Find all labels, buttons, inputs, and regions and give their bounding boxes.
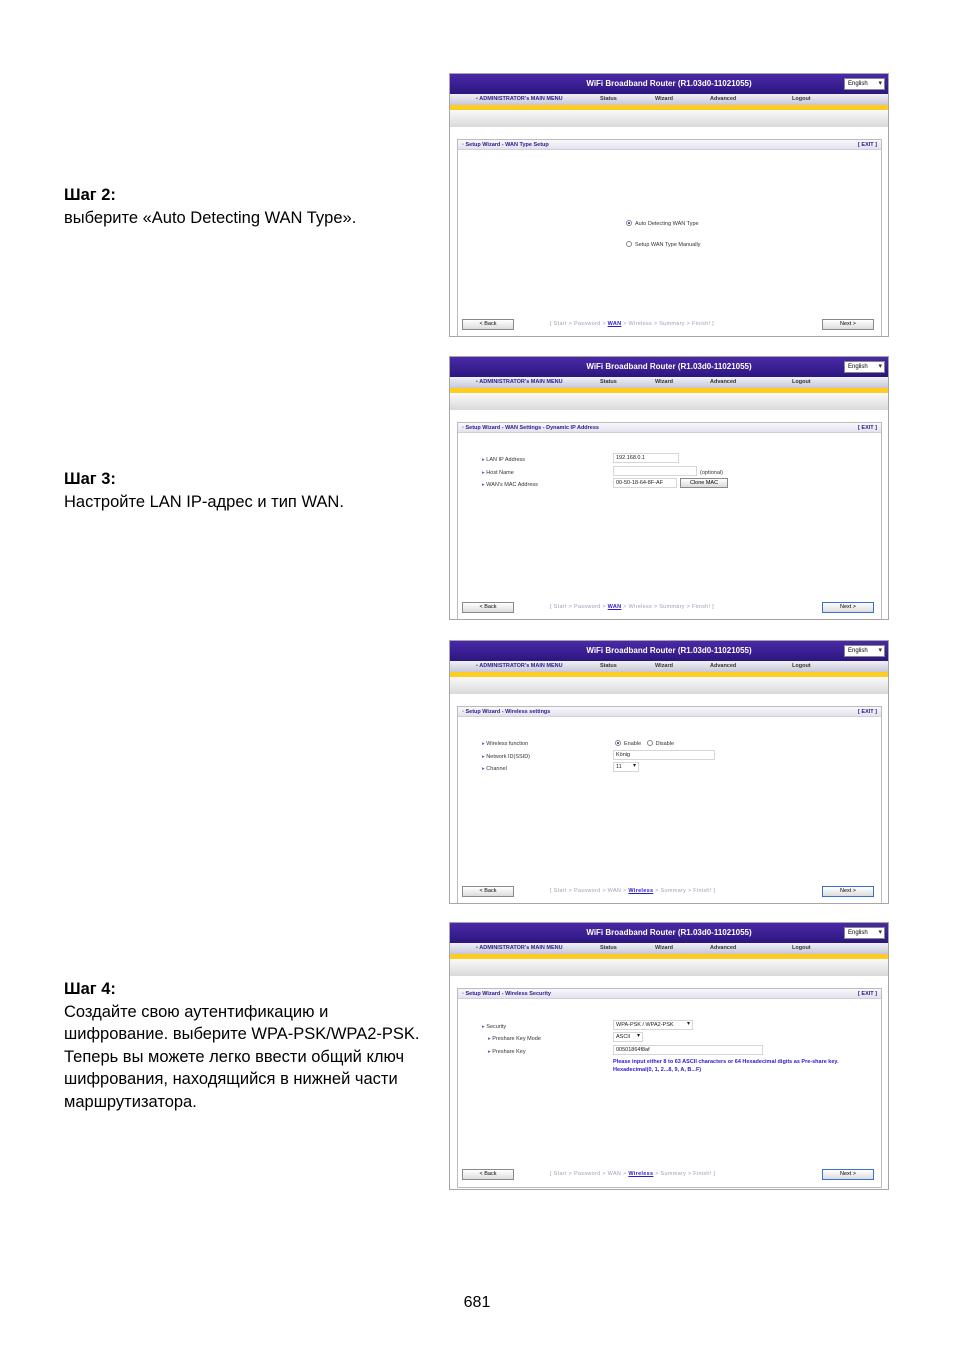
wizard-heading: ▫ Setup Wizard - WAN Settings - Dynamic IP Address <box>462 425 599 431</box>
crumb-current: Wireless <box>628 888 654 894</box>
crumb-current: WAN <box>607 321 622 327</box>
nav-wizard[interactable]: Wizard <box>655 379 673 385</box>
option-auto-detect[interactable] <box>626 220 699 227</box>
wizard-box-header <box>458 989 881 999</box>
router-title-bar <box>450 923 888 943</box>
ssid-label: ▸ Network ID(SSID) <box>482 754 530 760</box>
step-4-text <box>64 978 424 1114</box>
preshare-key-label: ▸ Preshare Key <box>488 1049 526 1055</box>
wizard-progress <box>550 1171 715 1177</box>
router-nav <box>450 661 888 672</box>
radio-enable-icon[interactable] <box>615 740 621 746</box>
back-button[interactable]: < Back <box>462 602 514 613</box>
radio-selected-icon[interactable] <box>626 220 632 226</box>
ssid-input[interactable]: König <box>613 750 715 760</box>
nav-status[interactable]: Status <box>600 96 617 102</box>
nav-main-menu[interactable]: ▪ ADMINISTRATOR's MAIN MENU <box>476 379 563 385</box>
next-button[interactable]: Next > <box>822 602 874 613</box>
step-3-text <box>64 468 424 513</box>
exit-link[interactable]: [ EXIT ] <box>858 709 877 715</box>
back-button[interactable]: < Back <box>462 319 514 330</box>
crumb-start: [ Start > Password > <box>550 1171 608 1177</box>
wizard-heading: ▫ Setup Wizard - Wireless Security <box>462 991 551 997</box>
step-3-description: Настройте LAN IP-адрес и тип WAN. <box>64 492 344 511</box>
mac-address-input[interactable]: 00-50-18-64-8F-AF <box>613 478 677 488</box>
crumb-rest: > Wireless > Summary > Finish! ] <box>621 604 714 610</box>
language-select[interactable]: English ▾ <box>844 78 885 90</box>
wizard-progress <box>550 321 714 327</box>
step-4-title: Шаг 4: <box>64 980 116 998</box>
step-2-text <box>64 184 424 229</box>
crumb-current: Wireless <box>628 1171 654 1177</box>
crumb-wan: WAN <box>607 888 622 894</box>
channel-label: ▸ Channel <box>482 766 507 772</box>
wizard-box <box>457 422 882 620</box>
wizard-box-header <box>458 423 881 433</box>
wizard-footer <box>462 1169 876 1181</box>
nav-advanced[interactable]: Advanced <box>710 96 737 102</box>
wizard-progress <box>550 604 714 610</box>
nav-wizard[interactable]: Wizard <box>655 96 673 102</box>
next-button[interactable]: Next > <box>822 319 874 330</box>
clone-mac-button[interactable]: Clone MAC <box>680 478 728 488</box>
language-select[interactable]: English ▾ <box>844 361 885 373</box>
nav-advanced[interactable]: Advanced <box>710 663 737 669</box>
next-button[interactable]: Next > <box>822 1169 874 1180</box>
wireless-function-options <box>615 740 674 747</box>
disable-label: Disable <box>655 741 675 747</box>
back-button[interactable]: < Back <box>462 1169 514 1180</box>
step-3-title: Шаг 3: <box>64 470 116 488</box>
step-2-description: выберите «Auto Detecting WAN Type». <box>64 208 357 227</box>
router-title: WiFi Broadband Router (R1.03d0-11021055) <box>586 79 752 88</box>
wizard-box-header <box>458 140 881 150</box>
crumb-rest: > Wireless > Summary > Finish! ] <box>621 321 714 327</box>
router-screenshot-wan-type <box>449 73 889 337</box>
crumb-start: [ Start > Password > <box>550 321 608 327</box>
mac-address-label: ▸ WAN's MAC Address <box>482 482 538 488</box>
router-title-bar <box>450 641 888 661</box>
wireless-function-label: ▸ Wireless function <box>482 741 528 747</box>
language-select[interactable]: English ▾ <box>844 645 885 657</box>
option-auto-detect-label: Auto Detecting WAN Type <box>635 221 699 227</box>
router-title: WiFi Broadband Router (R1.03d0-11021055) <box>586 646 752 655</box>
wizard-box <box>457 139 882 337</box>
crumb-rest: > Summary > Finish! ] <box>653 888 716 894</box>
nav-advanced[interactable]: Advanced <box>710 379 737 385</box>
radio-disable-icon[interactable] <box>647 740 653 746</box>
nav-status[interactable]: Status <box>600 945 617 951</box>
step-2-title: Шаг 2: <box>64 186 116 204</box>
nav-logout[interactable]: Logout <box>792 379 811 385</box>
nav-wizard[interactable]: Wizard <box>655 663 673 669</box>
preshare-key-input[interactable]: 00501864f8af <box>613 1045 763 1055</box>
router-screenshot-security <box>449 922 889 1190</box>
wizard-footer <box>462 602 876 614</box>
radio-empty-icon[interactable] <box>626 241 632 247</box>
channel-select[interactable]: 11 ▾ <box>613 762 639 772</box>
security-label: ▸ Security <box>482 1024 506 1030</box>
router-screenshot-wireless <box>449 640 889 904</box>
nav-advanced[interactable]: Advanced <box>710 945 737 951</box>
exit-link[interactable]: [ EXIT ] <box>858 991 877 997</box>
router-nav <box>450 377 888 388</box>
crumb-wan: WAN <box>607 1171 622 1177</box>
wizard-box <box>457 706 882 904</box>
router-nav <box>450 943 888 954</box>
step-4-description: Создайте свою аутентификацию и шифрование. выберите WPA-PSK/WPA2-PSK. Теперь вы можете легко ввести общий ключ шифрования, находящийся в нижней части маршрутизатора. <box>64 1002 420 1111</box>
language-select[interactable]: English ▾ <box>844 927 885 939</box>
header-gradient <box>450 110 888 127</box>
key-mode-label: ▸ Preshare Key Mode <box>488 1036 541 1042</box>
router-screenshot-wan-settings <box>449 356 889 620</box>
router-nav <box>450 94 888 105</box>
wizard-footer <box>462 319 876 331</box>
preshare-key-hint: Please input either 8 to 63 ASCII characters or 64 Hexadecimal digits as Pre-share key. Hexadecimal(0, 1, 2...8, 9, A, B...F) <box>613 1059 839 1073</box>
crumb-sep: > <box>621 1171 629 1177</box>
crumb-current: WAN <box>607 604 622 610</box>
next-button[interactable]: Next > <box>822 886 874 897</box>
router-title-bar <box>450 74 888 94</box>
exit-link[interactable]: [ EXIT ] <box>858 142 877 148</box>
nav-logout[interactable]: Logout <box>792 663 811 669</box>
crumb-start: [ Start > Password > <box>550 604 608 610</box>
exit-link[interactable]: [ EXIT ] <box>858 425 877 431</box>
crumb-rest: > Summary > Finish! ] <box>653 1171 716 1177</box>
back-button[interactable]: < Back <box>462 886 514 897</box>
wizard-progress <box>550 888 715 894</box>
router-title-bar <box>450 357 888 377</box>
router-title: WiFi Broadband Router (R1.03d0-11021055) <box>586 928 752 937</box>
nav-logout[interactable]: Logout <box>792 96 811 102</box>
key-mode-select[interactable]: ASCII ▾ <box>613 1032 643 1042</box>
header-gradient <box>450 959 888 976</box>
nav-status[interactable]: Status <box>600 663 617 669</box>
nav-main-menu[interactable]: ▪ ADMINISTRATOR's MAIN MENU <box>476 945 563 951</box>
enable-label: Enable <box>624 741 642 747</box>
host-name-label: ▸ Host Name <box>482 470 514 476</box>
option-manual-label: Setup WAN Type Manually <box>635 242 701 248</box>
lan-ip-input[interactable]: 192.168.0.1 <box>613 453 679 463</box>
nav-main-menu[interactable]: ▪ ADMINISTRATOR's MAIN MENU <box>476 663 563 669</box>
wizard-footer <box>462 886 876 898</box>
wizard-box <box>457 988 882 1188</box>
wizard-box-header <box>458 707 881 717</box>
page-number: 681 <box>463 1294 491 1311</box>
nav-main-menu[interactable]: ▪ ADMINISTRATOR's MAIN MENU <box>476 96 563 102</box>
host-optional-note: (optional) <box>700 470 723 476</box>
crumb-sep: > <box>621 888 629 894</box>
nav-logout[interactable]: Logout <box>792 945 811 951</box>
header-gradient <box>450 677 888 694</box>
security-select[interactable]: WPA-PSK / WPA2-PSK ▾ <box>613 1020 693 1030</box>
host-name-input[interactable] <box>613 466 697 476</box>
wizard-heading: ▫ Setup Wizard - WAN Type Setup <box>462 142 549 148</box>
crumb-start: [ Start > Password > <box>550 888 608 894</box>
lan-ip-label: ▸ LAN IP Address <box>482 457 525 463</box>
option-manual[interactable] <box>626 241 700 248</box>
nav-status[interactable]: Status <box>600 379 617 385</box>
nav-wizard[interactable]: Wizard <box>655 945 673 951</box>
wizard-heading: ▫ Setup Wizard - Wireless settings <box>462 709 550 715</box>
header-gradient <box>450 393 888 410</box>
router-title: WiFi Broadband Router (R1.03d0-11021055) <box>586 362 752 371</box>
